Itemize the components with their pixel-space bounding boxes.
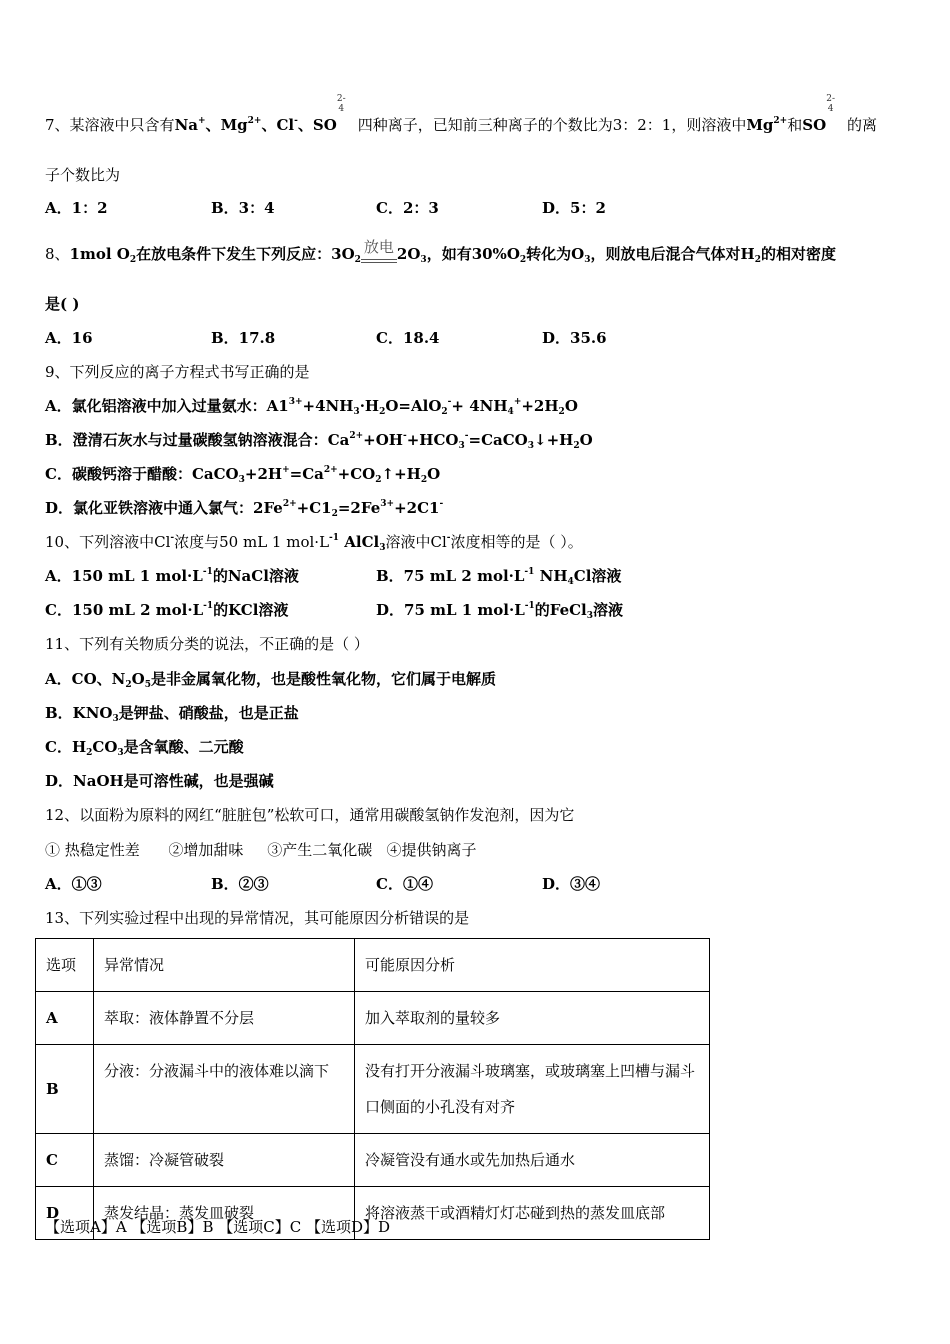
q12-items: ① 热稳定性差 ②增加甜味 ③产生二氧化碳 ④提供钠离子 <box>45 841 477 859</box>
q9-option-c: C．碳酸钙溶于醋酸：$CaCO_3+2H^+=Ca^{2+}+CO_2↑+H_2O$ <box>45 465 441 485</box>
q11-title: 11、下列有关物质分类的说法，不正确的是（ ） <box>45 635 369 653</box>
q12-option-d: D．③④ <box>542 875 601 893</box>
q13-title: 13、下列实验过程中出现的异常情况，其可能原因分析错误的是 <box>45 909 470 927</box>
table-row: D 蒸发结晶：蒸发皿破裂 将溶液蒸干或酒精灯灯芯碰到热的蒸发皿底部 <box>36 1187 710 1240</box>
q7-line1: 7、某溶液中只含有Na+、$Mg^{2+}$、Cl-、SO 2- 4 四种离子，已知前三种离子的个数比为3：2：1，则溶液中$Mg^{2+}$和SO 2- 4 的离 <box>45 94 878 134</box>
table-row: A 萃取：液体静置不分层 加入萃取剂的量较多 <box>36 992 710 1045</box>
header-option: 选项 <box>36 939 94 992</box>
q7-option-a: A．1：2 <box>45 199 108 217</box>
q8-line2: 是( ) <box>45 295 80 313</box>
q8-option-c: C．18.4 <box>376 329 440 347</box>
q10-option-b: B．75 mL 2 $mol\cdot L^{-1}$ $NH_4Cl$溶液 <box>376 567 622 587</box>
q13-answer-line: 【选项A】A 【选项B】B 【选项C】C 【选项D】D <box>45 1218 391 1236</box>
q10-option-c: C．150 mL 2 $mol\cdot L^{-1}$的KCl溶液 <box>45 601 289 619</box>
q7-number: 7、 <box>45 116 70 134</box>
header-abnormal: 异常情况 <box>94 939 355 992</box>
q11-option-d: D．NaOH是可溶性碱，也是强碱 <box>45 772 274 790</box>
q11-option-c: C．$H_2CO_3$是含氧酸、二元酸 <box>45 738 244 758</box>
q9-option-b: B．澄清石灰水与过量碳酸氢钠溶液混合：$Ca^{2+}+OH^-+HCO_3^-=CaCO_3↓+H_2O$ <box>45 431 593 451</box>
q12-title: 12、以面粉为原料的网红“脏脏包”松软可口，通常用碳酸氢钠作发泡剂，因为它 <box>45 806 575 824</box>
q7-option-b: B．3：4 <box>211 199 275 217</box>
table-row: B 分液：分液漏斗中的液体难以滴下 没有打开分液漏斗玻璃塞，或玻璃塞上凹槽与漏斗口侧面的小孔没有对齐 <box>36 1045 710 1134</box>
sulfate-ion: SO 2- 4 <box>312 94 346 134</box>
discharge-arrow: 放电 <box>361 244 397 266</box>
q9-option-d: D．氯化亚铁溶液中通入氯气：$2Fe^{2+}+C1_2=2Fe^{3+}+2C1^-$ <box>45 499 444 519</box>
q12-option-c: C．①④ <box>376 875 433 893</box>
q10-option-d: D．75 mL 1 $mol\cdot L^{-1}$的FeCl$_3$溶液 <box>376 601 624 621</box>
q13-table <box>35 938 710 1240</box>
q11-option-b: B．$KNO_3$是钾盐、硝酸盐，也是正盐 <box>45 704 299 724</box>
q12-option-b: B．②③ <box>211 875 269 893</box>
q7-option-c: C．2：3 <box>376 199 439 217</box>
table-row: C 蒸馏：冷凝管破裂 冷凝管没有通水或先加热后通水 <box>36 1134 710 1187</box>
q10-option-a: A．150 mL 1 $mol\cdot L^{-1}$的NaCl溶液 <box>45 567 299 585</box>
q11-option-a: A．CO、$N_2O_5$是非金属氧化物，也是酸性氧化物，它们属于电解质 <box>45 670 496 690</box>
q7-line2: 子个数比为 <box>45 166 121 184</box>
q9-option-a: A．氯化铝溶液中加入过量氨水：$A1^{3+}+4NH_3\cdot H_2O=AlO_2^-+ 4NH_4^++2H_2O$ <box>45 397 578 417</box>
q7-option-d: D．5：2 <box>542 199 606 217</box>
q9-title: 9、下列反应的离子方程式书写正确的是 <box>45 363 310 381</box>
q10-title: 10、下列溶液中Cl-浓度与50 mL 1 $mol\cdot L^{-1}$ AlCl$_3$溶液中Cl-浓度相等的是（ ）。 <box>45 533 583 553</box>
q8-number: 8、 <box>45 245 70 263</box>
q8-option-b: B．17.8 <box>211 329 276 347</box>
q12-option-a: A．①③ <box>45 875 102 893</box>
q8-option-a: A．16 <box>45 329 93 347</box>
sulfate-ion-2: SO 2- 4 <box>802 94 836 134</box>
q8-line1: 8、1mol $O_2$在放电条件下发生下列反应：$3O_2$ 放电 $2O_3$，如有$30\%O_2$转化为$O_3$，则放电后混合气体对$H_2$的相对密度 <box>45 238 836 265</box>
header-cause: 可能原因分析 <box>355 939 710 992</box>
table-header-row <box>36 939 710 992</box>
q8-option-d: D．35.6 <box>542 329 607 347</box>
